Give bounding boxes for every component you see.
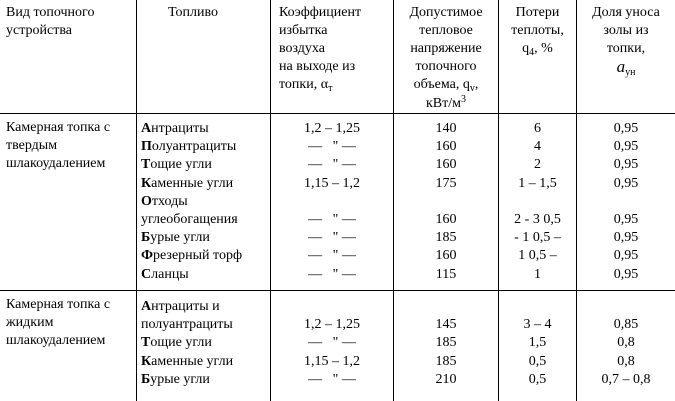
heat-stress-cell: 210: [435, 371, 457, 387]
group-device: [6, 296, 110, 350]
alpha-cell: 1,15 – 1,2: [304, 353, 360, 369]
fuel-cell: [141, 247, 242, 265]
header-ash-symbol: a: [616, 57, 626, 76]
fuel-cell: [141, 298, 233, 334]
heat-stress-cell: 185: [435, 230, 457, 246]
group-divider: [0, 290, 675, 291]
header-heat-loss-q: q: [522, 41, 530, 56]
ash-cell: 0,8: [617, 353, 635, 369]
alpha-cell: — " —: [308, 157, 356, 173]
fuel-name: [141, 266, 189, 284]
header-excess-air-line: Коэффициент: [279, 5, 362, 20]
fuel-cell: [141, 175, 233, 193]
header-ash-line: топки,: [606, 41, 646, 56]
header-heat-stress-line: Допустимое: [409, 5, 483, 20]
alpha-cell: — " —: [308, 335, 356, 351]
header-excess-air-line: на выходе из: [279, 59, 356, 74]
header-ash: [577, 4, 675, 79]
header-excess-air: [279, 4, 361, 95]
alpha-cell: — " —: [308, 212, 356, 227]
heat-stress-cell: 145: [435, 317, 457, 333]
group-device-line: Камерная топка с: [6, 297, 111, 312]
fuel-initial: П: [141, 139, 152, 155]
ash-cell: 0,95: [613, 212, 639, 227]
heat-stress-cell: 185: [435, 353, 457, 369]
ash-cell: 0,95: [613, 121, 639, 136]
fuel-cell: [141, 371, 210, 389]
header-heat-loss-line: Потери: [515, 5, 560, 20]
header-heat-stress: [394, 4, 498, 114]
alpha-cell: 1,2 – 1,25: [304, 121, 360, 136]
header-heat-loss-sub: 4: [529, 47, 535, 58]
alpha-cell: — " —: [308, 371, 356, 387]
group-device-line: шлакоудалением: [6, 333, 106, 348]
fuel-name-line2: углеобогащения: [141, 211, 238, 227]
alpha-cell: 1,2 – 1,25: [304, 317, 360, 333]
header-heat-stress-line: тепловое: [419, 23, 473, 38]
ash-cell: 0,95: [613, 175, 639, 191]
fuel-name: [141, 353, 233, 371]
fuel-name: [141, 120, 209, 138]
header-heat-loss: [499, 4, 576, 59]
fuel-cell: [141, 229, 210, 247]
group-device-line: Камерная топка с: [6, 120, 111, 135]
heat-stress-cell: 185: [435, 335, 457, 351]
fuel-name: [141, 138, 236, 156]
fuel-initial: С: [141, 266, 152, 282]
fuel-cell: [141, 266, 189, 284]
fuel-initial: О: [141, 193, 152, 209]
alpha-cell: 1,15 – 1,2: [304, 175, 360, 191]
fuel-name: [141, 156, 212, 174]
ash-cell: 0,85: [613, 317, 639, 333]
heat-stress-cell: 160: [435, 157, 457, 173]
fuel-name-rest: тходы: [151, 193, 188, 209]
col-divider: [136, 0, 137, 401]
fuel-name-rest: аменные угли: [151, 175, 234, 191]
alpha-cell: — " —: [308, 230, 356, 246]
header-heat-loss-line: теплоты,: [511, 23, 564, 38]
header-fuel: [168, 4, 218, 22]
header-ash-line: Доля уноса: [592, 5, 660, 20]
fuel-name: [141, 247, 242, 265]
group-device-line: твердым: [6, 138, 58, 153]
ash-cell: 0,95: [613, 230, 639, 246]
fuel-initial: Т: [141, 157, 151, 173]
alpha-cell: — " —: [308, 266, 356, 282]
header-fuel-label: Топливо: [168, 5, 218, 20]
fuel-initial: К: [141, 175, 152, 191]
ash-cell: 0,7 – 0,8: [601, 371, 651, 387]
fuel-name: [141, 334, 212, 352]
group-device-line: жидким: [6, 315, 54, 330]
header-heat-stress-sub: v: [469, 83, 475, 94]
fuel-name-rest: резерный торф: [153, 248, 243, 264]
heat-loss-cell: 2: [534, 157, 541, 173]
fuel-initial: Б: [141, 371, 151, 387]
fuel-name-rest: ланцы: [151, 266, 189, 282]
fuel-name-rest: нтрациты и: [151, 299, 220, 314]
heat-loss-cell: 1,5: [528, 335, 547, 351]
header-device: [6, 4, 94, 40]
fuel-initial: Б: [141, 230, 151, 246]
header-divider: [0, 113, 675, 114]
ash-cell: 0,95: [613, 266, 639, 282]
fuel-initial: Ф: [141, 248, 154, 264]
fuel-name-rest: нтрациты: [151, 121, 209, 136]
heat-stress-cell: 140: [435, 121, 457, 136]
heat-loss-cell: 1 0,5 –: [518, 248, 557, 264]
heat-stress-cell: 160: [435, 212, 457, 227]
heat-loss-cell: 1 – 1,5: [518, 175, 557, 191]
fuel-initial: А: [141, 121, 152, 136]
header-heat-loss-unit: , %: [534, 41, 553, 56]
group-device: [6, 119, 110, 173]
ash-cell: 0,95: [613, 248, 639, 264]
heat-loss-cell: - 1 0,5 –: [514, 230, 561, 246]
header-heat-stress-line: напряжение: [410, 41, 482, 56]
heat-loss-cell: 6: [534, 121, 541, 136]
heat-stress-cell: 115: [435, 266, 457, 282]
header-heat-stress-unit: кВт/м: [425, 96, 461, 111]
fuel-initial: К: [141, 353, 152, 369]
header-heat-stress-comma: ,: [474, 77, 479, 92]
header-excess-air-line: топки, α: [279, 77, 329, 92]
fuel-name-rest: аменные угли: [151, 353, 234, 369]
fuel-initial: А: [141, 299, 152, 314]
fuel-name-rest: урые угли: [150, 371, 210, 387]
header-excess-air-line: воздуха: [279, 41, 325, 56]
ash-cell: 0,95: [613, 157, 639, 173]
fuel-cell: [141, 353, 233, 371]
fuel-name-rest: урые угли: [150, 230, 210, 246]
alpha-cell: — " —: [308, 139, 356, 155]
fuel-initial: Т: [141, 335, 151, 351]
heat-loss-cell: 0,5: [528, 353, 547, 369]
fuel-cell: [141, 156, 212, 174]
fuel-name: [141, 193, 238, 211]
fuel-name-rest: олуантрациты: [151, 139, 237, 155]
alpha-cell: — " —: [308, 248, 356, 264]
fuel-name-line2: полуантрациты: [141, 317, 233, 332]
header-heat-stress-line: объема, q: [413, 77, 470, 92]
heat-loss-cell: 1: [534, 266, 541, 282]
fuel-name: [141, 298, 233, 316]
heat-loss-cell: 3 – 4: [523, 317, 552, 333]
header-device-line: Вид топочного: [6, 5, 95, 20]
header-excess-air-sub: т: [328, 83, 333, 94]
header-heat-stress-line: топочного: [415, 59, 477, 74]
fuel-cell: [141, 334, 212, 352]
fuel-name: [141, 371, 210, 389]
group-device-line: шлакоудалением: [6, 156, 106, 171]
heat-stress-cell: 175: [435, 175, 457, 191]
fuel-name-rest: ощие угли: [150, 157, 212, 173]
ash-cell: 0,95: [613, 139, 639, 155]
heat-loss-cell: 4: [534, 139, 541, 155]
header-ash-line: золы из: [603, 23, 649, 38]
heat-stress-cell: 160: [435, 248, 457, 264]
fuel-cell: [141, 138, 236, 156]
header-heat-stress-sup: 3: [461, 94, 466, 105]
fuel-cell: [141, 120, 209, 138]
heat-loss-cell: 0,5: [528, 371, 547, 387]
fuel-cell: [141, 193, 238, 229]
fuel-name: [141, 229, 210, 247]
header-device-line: устройства: [6, 23, 72, 38]
fuel-name: [141, 175, 233, 193]
fuel-name-rest: ощие угли: [150, 335, 212, 351]
ash-cell: 0,8: [617, 335, 635, 351]
heat-stress-cell: 160: [435, 139, 457, 155]
header-excess-air-line: избытка: [279, 23, 328, 38]
header-ash-sub: ун: [625, 67, 636, 78]
heat-loss-cell: 2 - 3 0,5: [514, 212, 561, 227]
